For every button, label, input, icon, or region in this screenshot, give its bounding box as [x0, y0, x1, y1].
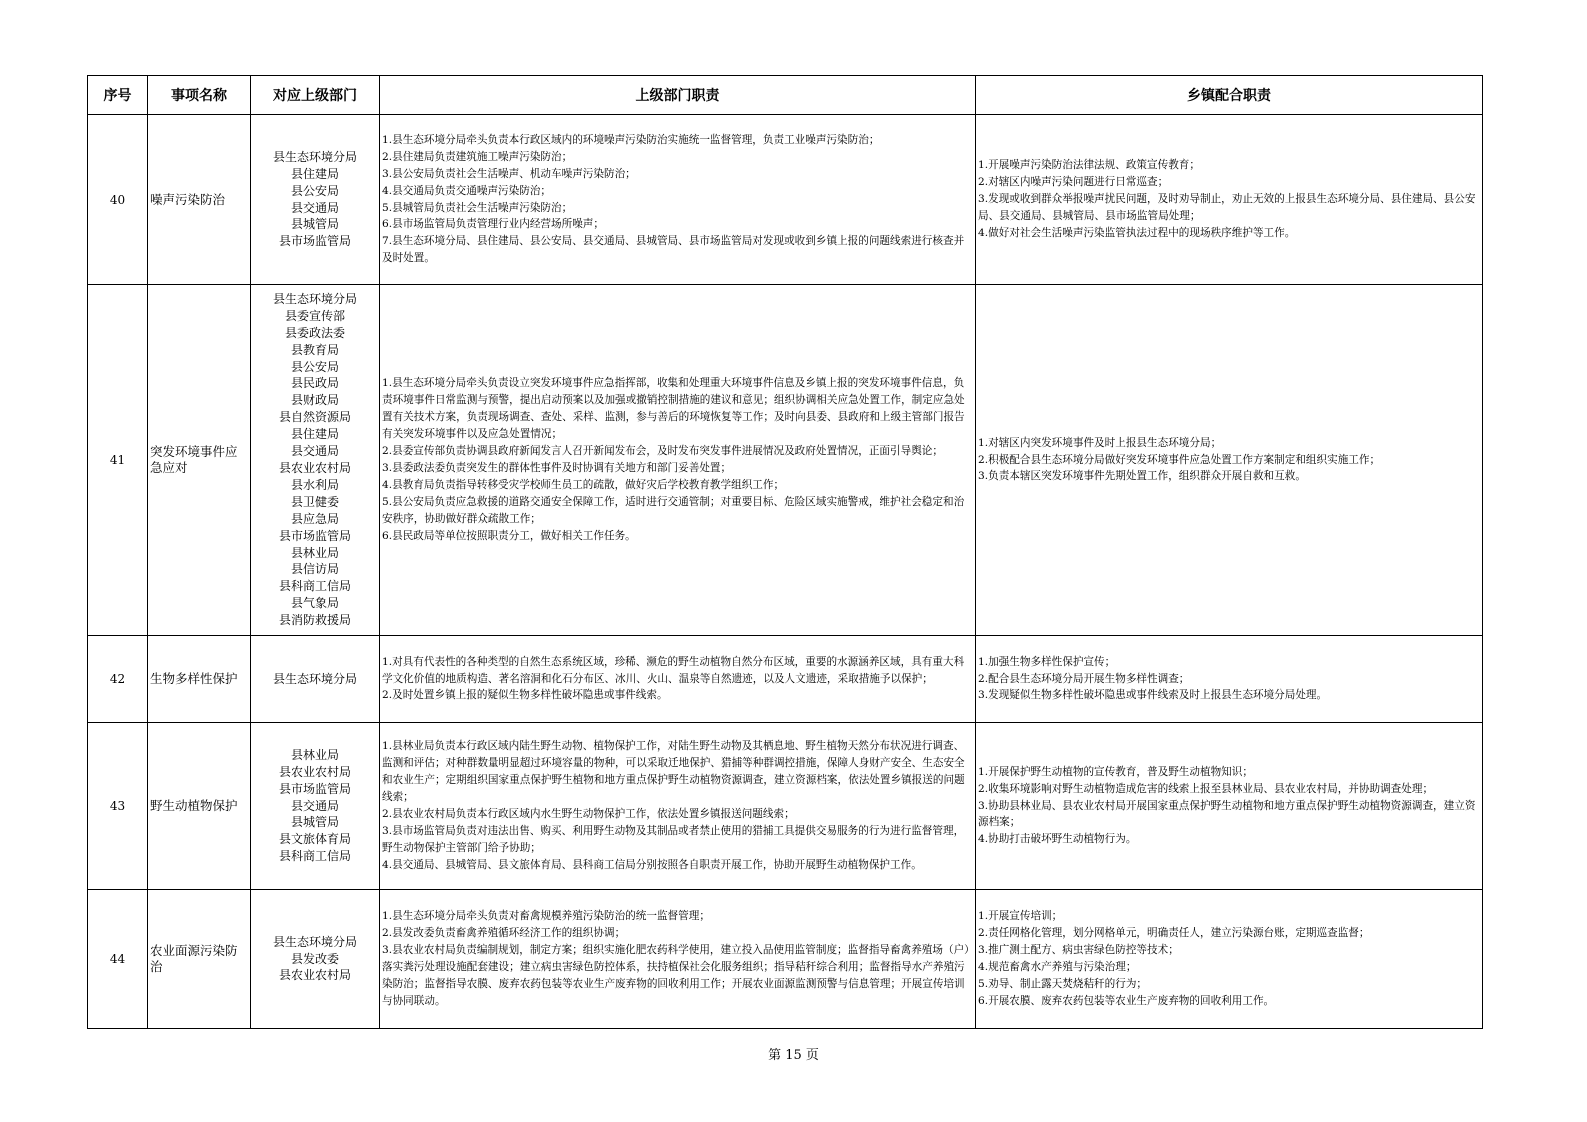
department-name: 县财政局: [290, 393, 339, 408]
duty-line: 3.发现或收到群众举报噪声扰民问题，及时劝导制止，劝止无效的上报县生态环境分局、县住建局、县公安局、县交通局、县城管局、县市场监管局处理；: [978, 193, 1476, 222]
department-name: 县科商工信局: [278, 579, 351, 594]
duty-line: 3.发现疑似生物多样性破坏隐患或事件线索及时上报县生态环境分局处理。: [978, 689, 1328, 702]
header-seq: 序号: [88, 76, 148, 115]
duty-line: 3.县委政法委负责突发生的群体性事件及时协调有关地方和部门妥善处置；: [382, 462, 732, 474]
row-upper-duties: [380, 115, 976, 285]
duty-line: 1.县生态环境分局牵头负责本行政区域内的环境噪声污染防治实施统一监督管理，负责工业噪声污染防治；: [382, 133, 880, 146]
department-name: 县自然资源局: [278, 410, 351, 425]
department-name: 县交通局: [290, 444, 339, 459]
department-name: 县委宣传部: [284, 308, 345, 323]
row-seq: 41: [88, 285, 148, 636]
duty-line: 1.县生态环境分局牵头负责设立突发环境事件应急指挥部，收集和处理重大环境事件信息及乡镇上报的突发环境事件信息，负责环境事件日常监测与预警，提出启动预案以及加强或撤销控制措施的建议和意见；组织协调相关应急处置工作，制定应急处置有关技术方案，负责现场调查、查处、采样、监测，参与善后的环境恢复等工作；及时向县委、县政府和上级主管部门报告有关突发环境事件以及应急处置情况；: [382, 377, 965, 441]
row-upper-duties: [380, 890, 976, 1029]
table-row: [88, 285, 1483, 636]
duty-line: 1.对辖区内突发环境事件及时上报县生态环境分局；: [978, 436, 1222, 449]
duty-line: 2.县农业农村局负责本行政区域内水生野生动物保护工作，依法处置乡镇报送问题线索；: [382, 808, 795, 820]
department-name: 县气象局: [290, 596, 339, 611]
row-item-name: 噪声污染防治: [148, 115, 251, 285]
row-departments: [251, 636, 380, 723]
duty-line: 2.责任网格化管理，划分网格单元，明确责任人，建立污染源台账，定期巡查监督；: [978, 927, 1370, 940]
table-row: [88, 115, 1483, 285]
department-name: 县教育局: [290, 342, 339, 357]
row-town-duties: [976, 115, 1483, 285]
duty-line: 2.县发改委负责畜禽养殖循环经济工作的组织协调；: [382, 927, 626, 940]
department-name: 县应急局: [290, 511, 339, 526]
department-name: 县民政局: [290, 376, 339, 391]
department-name: 县发改委: [290, 951, 339, 966]
row-town-duties: [976, 636, 1483, 723]
duty-line: 3.县公安局负责社会生活噪声、机动车噪声污染防治；: [382, 167, 636, 180]
department-name: 县市场监管局: [278, 781, 351, 796]
duty-line: 2.及时处置乡镇上报的疑似生物多样性破坏隐患或事件线索。: [382, 689, 668, 702]
row-departments: [251, 285, 380, 636]
header-town-duties: 乡镇配合职责: [976, 76, 1483, 115]
duty-table: [87, 75, 1483, 1029]
duty-line: 7.县生态环境分局、县住建局、县公安局、县交通局、县城管局、县市场监管局对发现或收到乡镇上报的问题线索进行核查并及时处置。: [382, 235, 965, 265]
row-seq: 42: [88, 636, 148, 723]
duty-line: 1.县林业局负责本行政区域内陆生野生动物、植物保护工作，对陆生野生动物及其栖息地、野生植物天然分布状况进行调查、监测和评估；对种群数量明显超过环境容量的物种，可以采取迁地保护、猎捕等种群调控措施，保障人身财产安全、生态安全和农业生产；定期组织国家重点保护野生植物和地方重点保护野生动植物资源调查，建立资源档案，依法处置乡镇报送的问题线索；: [382, 740, 965, 804]
duty-line: 4.县教育局负责指导转移受灾学校师生员工的疏散，做好灾后学校教育教学组织工作；: [382, 478, 785, 491]
duty-line: 2.对辖区内噪声污染问题进行日常巡查；: [978, 176, 1169, 189]
duty-line: 2.收集环境影响对野生动植物造成危害的线索上报至县林业局、县农业农村局，并协助调查处理；: [978, 782, 1434, 795]
department-name: 县市场监管局: [278, 234, 351, 249]
duty-line: 1.开展宣传培训；: [978, 910, 1063, 923]
row-item-name: 农业面源污染防治: [148, 890, 251, 1029]
page-number: 第 15 页: [768, 1048, 819, 1063]
duty-line: 6.开展农膜、废弃农药包装等农业生产废弃物的回收利用工作。: [978, 994, 1275, 1007]
table-row: [88, 723, 1483, 890]
duty-line: 4.县交通局负责交通噪声污染防治；: [382, 184, 552, 197]
department-name: 县科商工信局: [278, 849, 351, 864]
row-seq: 44: [88, 890, 148, 1029]
department-name: 县卫健委: [290, 494, 339, 509]
department-name: 县生态环境分局: [272, 671, 357, 686]
duty-line: 1.开展保护野生动植物的宣传教育，普及野生动植物知识；: [978, 765, 1253, 778]
table-row: [88, 636, 1483, 723]
header-dept: 对应上级部门: [251, 76, 380, 115]
department-name: 县消防救援局: [278, 613, 351, 628]
department-name: 县委政法委: [284, 325, 345, 340]
department-name: 县生态环境分局: [272, 934, 357, 949]
duty-line: 1.县生态环境分局牵头负责对畜禽规模养殖污染防治的统一监督管理；: [382, 910, 710, 923]
row-seq: 40: [88, 115, 148, 285]
duty-line: 3.协助县林业局、县农业农村局开展国家重点保护野生动植物和地方重点保护野生动植物资源调查，建立资源档案；: [978, 799, 1476, 829]
duty-line: 5.县城管局负责社会生活噪声污染防治；: [382, 201, 573, 214]
department-name: 县生态环境分局: [272, 291, 357, 306]
row-upper-duties: [380, 636, 976, 723]
duty-line: 1.对具有代表性的各种类型的自然生态系统区域，珍稀、濒危的野生动植物自然分布区域，重要的水源涵养区域，具有重大科学文化价值的地质构造、著名溶洞和化石分布区、冰川、火山、温泉等自然遗迹，以及人文遗迹，采取措施予以保护；: [382, 655, 965, 685]
header-name: 事项名称: [148, 76, 251, 115]
duty-line: 3.县农业农村局负责编制规划，制定方案；组织实施化肥农药科学使用，建立投入品使用监管制度；监督指导畜禽养殖场（户）落实粪污处理设施配套建设；建立病虫害绿色防控体系，扶持植保社会化服务组织；指导秸秆综合利用；监督指导水产养殖污染防治；监督指导农膜、废弃农药包装等农业生产废弃物的回收利用工作；开展农业面源监测预警与信息管理；开展宣传培训与协同联动。: [382, 944, 970, 1007]
department-name: 县水利局: [290, 477, 339, 492]
department-name: 县农业农村局: [278, 461, 351, 475]
row-item-name: 突发环境事件应急应对: [148, 285, 251, 636]
duty-line: 2.县委宣传部负责协调县政府新闻发言人召开新闻发布会，及时发布突发事件进展情况及政府处置情况，正面引导舆论；: [382, 445, 943, 458]
duty-line: 1.开展噪声污染防治法律法规、政策宣传教育；: [978, 159, 1200, 172]
department-name: 县林业局: [290, 545, 339, 560]
row-item-name: 生物多样性保护: [148, 636, 251, 723]
department-name: 县市场监管局: [278, 528, 351, 543]
row-town-duties: [976, 285, 1483, 636]
duty-line: 3.推广测土配方、病虫害绿色防控等技术；: [978, 944, 1179, 957]
row-departments: [251, 115, 380, 285]
department-name: 县公安局: [290, 183, 339, 198]
duty-line: 2.县住建局负责建筑施工噪声污染防治；: [382, 150, 573, 163]
table-row: [88, 890, 1483, 1029]
duty-line: 4.县交通局、县城管局、县文旅体育局、县科商工信局分别按照各自职责开展工作，协助开展野生动植物保护工作。: [382, 858, 922, 871]
department-name: 县农业农村局: [278, 764, 351, 779]
duty-line: 6.县民政局等单位按照职责分工，做好相关工作任务。: [382, 529, 636, 542]
row-departments: [251, 723, 380, 890]
department-name: 县城管局: [290, 815, 339, 830]
department-name: 县生态环境分局: [272, 149, 357, 164]
department-name: 县林业局: [290, 747, 339, 762]
row-seq: 43: [88, 723, 148, 890]
department-name: 县住建局: [290, 166, 339, 181]
department-name: 县文旅体育局: [278, 832, 351, 847]
duty-line: 6.县市场监管局负责管理行业内经营场所噪声；: [382, 218, 604, 231]
department-name: 县信访局: [290, 562, 339, 577]
row-item-name: 野生动植物保护: [148, 723, 251, 890]
duty-line: 3.负责本辖区突发环境事件先期处置工作，组织群众开展自救和互救。: [978, 470, 1306, 483]
duty-line: 4.规范畜禽水产养殖与污染治理；: [978, 961, 1137, 973]
row-town-duties: [976, 723, 1483, 890]
department-name: 县交通局: [290, 200, 339, 215]
row-upper-duties: [380, 285, 976, 636]
department-name: 县住建局: [290, 427, 339, 442]
duty-line: 4.协助打击破坏野生动植物行为。: [978, 833, 1137, 846]
duty-line: 5.劝导、制止露天焚烧秸秆的行为；: [978, 977, 1148, 990]
duty-line: 2.配合县生态环境分局开展生物多样性调查；: [978, 672, 1190, 685]
duty-line: 5.县公安局负责应急救援的道路交通安全保障工作，适时进行交通管制；对重要目标、危险区域实施警戒，维护社会稳定和治安秩序，协助做好群众疏散工作；: [382, 495, 965, 525]
row-town-duties: [976, 890, 1483, 1029]
department-name: 县农业农村局: [278, 968, 351, 983]
row-upper-duties: [380, 723, 976, 890]
header-upper-duties: 上级部门职责: [380, 76, 976, 115]
duty-line: 3.县市场监管局负责对违法出售、购买、利用野生动物及其制品或者禁止使用的猎捕工具提供交易服务的行为进行监督管理，野生动物保护主管部门给予协助；: [382, 824, 965, 854]
row-departments: [251, 890, 380, 1029]
duty-line: 4.做好对社会生活噪声污染监管执法过程中的现场秩序维护等工作。: [978, 226, 1296, 239]
department-name: 县公安局: [290, 359, 339, 374]
department-name: 县交通局: [290, 798, 339, 813]
duty-line: 2.积极配合县生态环境分局做好突发环境事件应急处置工作方案制定和组织实施工作；: [978, 453, 1381, 466]
department-name: 县城管局: [290, 217, 339, 232]
header-row: [88, 76, 1483, 115]
duty-line: 1.加强生物多样性保护宣传；: [978, 655, 1116, 668]
